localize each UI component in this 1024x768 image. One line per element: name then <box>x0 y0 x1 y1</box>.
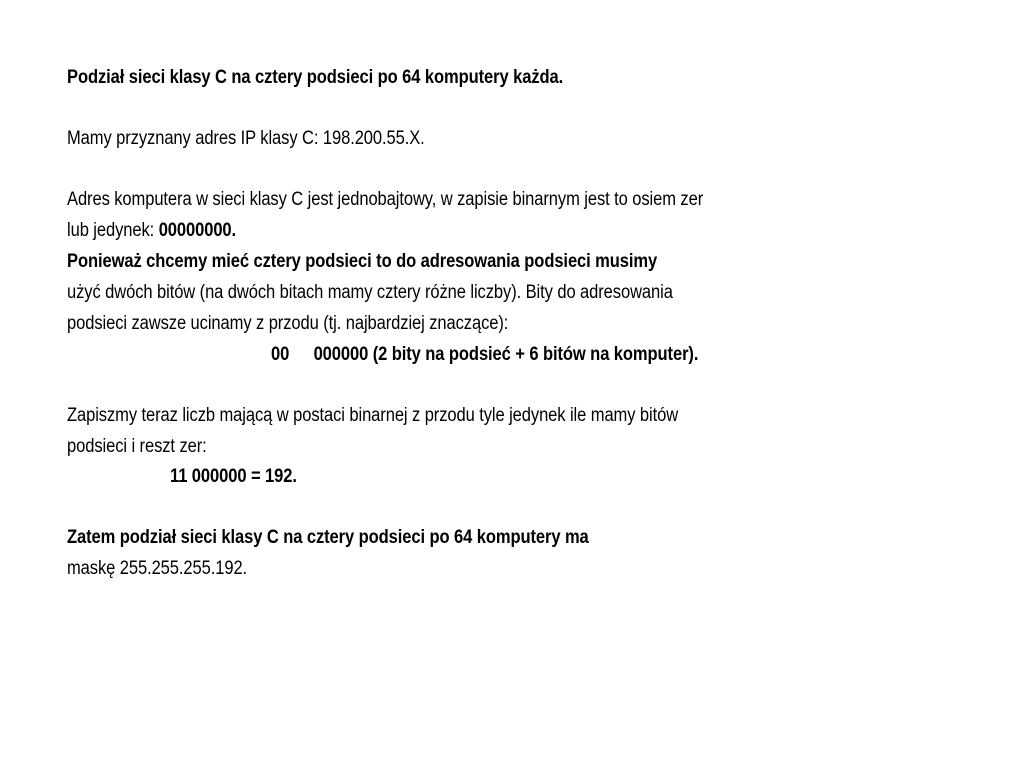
bits-example <box>271 343 698 367</box>
conclusion-line-1: Zatem podział sieci klasy C na cztery podsieci po 64 komputery ma <box>67 527 589 548</box>
because-statement: Ponieważ chcemy mieć cztery podsieci to do adresowania podsieci musimy <box>67 251 658 272</box>
ip-address-line: Mamy przyznany adres IP klasy C: 198.200.55.X. <box>67 128 425 149</box>
result-line: 11 000000 = 192. <box>170 466 297 487</box>
address-paragraph-line-2 <box>67 219 236 243</box>
subnet-bits: 00 <box>271 344 290 365</box>
write-paragraph-line-1: Zapiszmy teraz liczb mającą w postaci binarnej z przodu tyle jedynek ile mamy bitów <box>67 405 679 426</box>
address-paragraph-line-1: Adres komputera w sieci klasy C jest jednobajtowy, w zapisie binarnym jest to osiem zer <box>67 189 704 210</box>
bits-paragraph-line-1: użyć dwóch bitów (na dwóch bitach mamy cztery różne liczby). Bity do adresowania <box>67 282 673 303</box>
binary-zeros: 00000000. <box>158 220 237 241</box>
slide-title: Podział sieci klasy C na cztery podsieci po 64 komputery każda. <box>67 67 564 88</box>
write-paragraph-line-2: podsieci i reszt zer: <box>67 436 207 457</box>
host-bits: 000000 (2 bity na podsieć + 6 bitów na komputer). <box>313 344 699 365</box>
bits-paragraph-line-2: podsieci zawsze ucinamy z przodu (tj. najbardziej znaczące): <box>67 313 509 334</box>
conclusion-line-2: maskę 255.255.255.192. <box>67 558 248 579</box>
address-prefix: lub jedynek: <box>67 220 159 241</box>
